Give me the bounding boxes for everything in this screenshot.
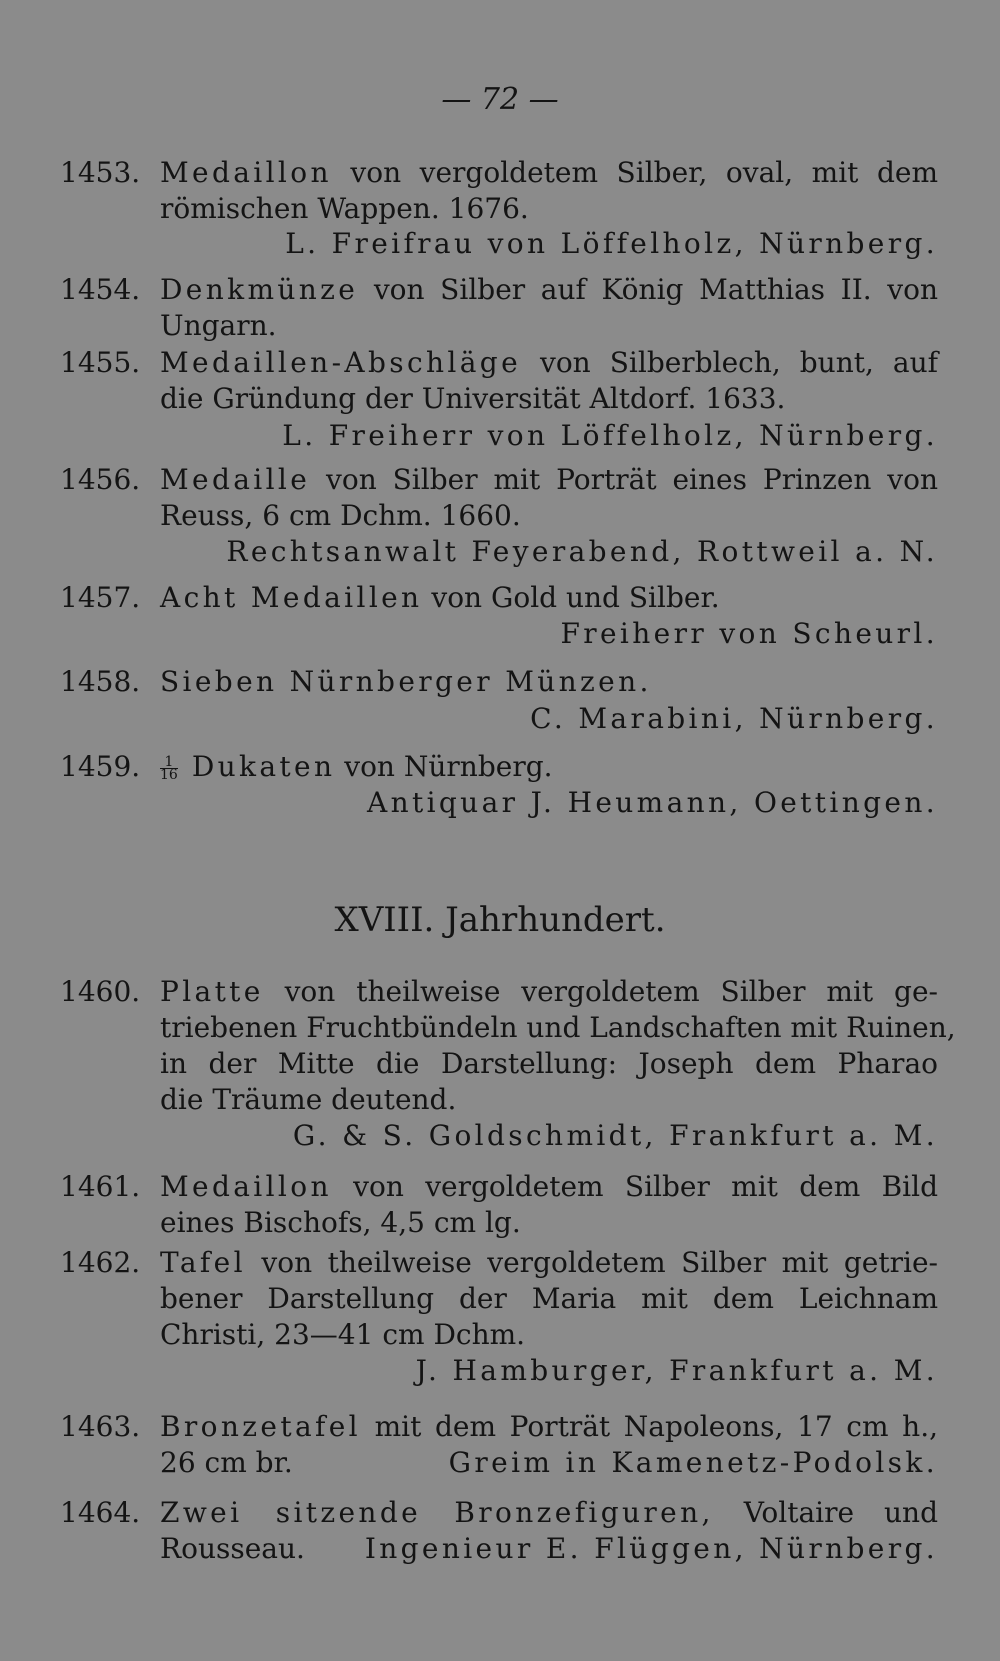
entry-keyword: Medaillon (160, 156, 332, 189)
entry-text: von vergoldetem Silber mit dem Bild (331, 1170, 938, 1203)
entry-keyword: Sieben Nürnberger Münzen. (160, 665, 652, 698)
entry-number: 1464. (60, 1496, 141, 1529)
entry-text: von Silber mit Porträt eines Prinzen von (310, 463, 938, 496)
entry-text: von Gold und Silber. (422, 581, 720, 614)
entry-line: die Gründung der Universität Altdorf. 1633. (160, 382, 786, 415)
entry-line (160, 975, 938, 1009)
entry-line: Christi, 23—41 cm Dchm. (160, 1318, 526, 1351)
entry-keyword: Denkmünze (160, 273, 359, 306)
entry-line: die Träume deutend. (160, 1083, 457, 1116)
entry-line: Reuss, 6 cm Dchm. 1660. (160, 499, 521, 532)
entry-line (160, 1496, 938, 1530)
entry-line (160, 1246, 938, 1280)
entry-line (160, 156, 938, 190)
entry-lender: J. Hamburger, Frankfurt a. M. (415, 1354, 938, 1387)
entry-number: 1460. (60, 975, 141, 1008)
entry-line (160, 273, 938, 307)
section-heading: XVIII. Jahrhundert. (334, 900, 666, 940)
entry-line (160, 581, 938, 615)
entry-line: eines Bischofs, 4,5 cm lg. (160, 1206, 521, 1239)
entry-keyword: Medaillon (160, 1170, 332, 1203)
entry-text: von theilweise vergoldetem Silber mit getrie- (245, 1246, 938, 1279)
entry-number: 1461. (60, 1170, 141, 1203)
entry-keyword: Bronzetafel (160, 1410, 361, 1443)
entry-keyword: Medaillen-Abschläge (160, 346, 521, 379)
entry-lender: L. Freiherr von Löffelholz, Nürnberg. (282, 419, 938, 452)
entry-number: 1454. (60, 273, 141, 306)
entry-line (160, 346, 938, 380)
entry-lender: Ingenieur E. Flüggen, Nürnberg. (364, 1532, 938, 1565)
entry-line: triebenen Fruchtbündeln und Landschaften mit Ruinen, (160, 1011, 956, 1044)
entry-line: 26 cm br. (160, 1446, 293, 1479)
entry-number: 1457. (60, 581, 141, 614)
entry-text: mit dem Porträt Napoleons, 17 cm h., (360, 1410, 938, 1443)
entry-number: 1458. (60, 665, 141, 698)
entry-number: 1455. (60, 346, 141, 379)
entry-keyword: Dukaten (191, 750, 336, 783)
entry-keyword: Tafel (160, 1246, 246, 1279)
entry-line: bener Darstellung der Maria mit dem Leichnam (160, 1282, 938, 1315)
entry-line (160, 463, 938, 497)
entry-line (160, 750, 938, 784)
entry-line (160, 1170, 938, 1204)
entry-keyword: Zwei sitzende Bronzefiguren, (160, 1496, 714, 1529)
entry-line (160, 1410, 938, 1444)
entry-text: von Silberblech, bunt, auf (521, 346, 938, 379)
entry-text: von Silber auf König Matthias II. von (358, 273, 938, 306)
entry-number: 1453. (60, 156, 141, 189)
entry-lender: Rechtsanwalt Feyerabend, Rottweil a. N. (226, 535, 938, 568)
entry-text: von Nürnberg. (335, 750, 553, 783)
entry-lender: Greim in Kamenetz-Podolsk. (448, 1446, 938, 1479)
entry-text: von theilweise vergoldetem Silber mit ge- (263, 975, 938, 1008)
entry-keyword: Medaille (160, 463, 311, 496)
entry-lender: C. Marabini, Nürnberg. (530, 702, 938, 735)
entry-number: 1456. (60, 463, 141, 496)
entry-line: römischen Wappen. 1676. (160, 192, 529, 225)
entry-number: 1462. (60, 1246, 141, 1279)
entry-keyword: Acht Medaillen (160, 581, 423, 614)
entry-lender: L. Freifrau von Löffelholz, Nürnberg. (285, 227, 938, 260)
fraction-numerator: 1 (160, 756, 178, 769)
entry-lender: G. & S. Goldschmidt, Frankfurt a. M. (292, 1119, 938, 1152)
entry-number: 1459. (60, 750, 141, 783)
page-number: — 72 — (441, 82, 559, 117)
fraction-denominator: 16 (160, 767, 178, 783)
entry-line: Rousseau. (160, 1532, 305, 1565)
entry-line: in der Mitte die Darstellung: Joseph dem Pharao (160, 1047, 938, 1080)
entry-lender: Antiquar J. Heumann, Oettingen. (367, 786, 938, 819)
entry-line: Ungarn. (160, 309, 277, 342)
fraction (160, 756, 178, 781)
entry-keyword: Platte (160, 975, 264, 1008)
entry-text: Voltaire und (713, 1496, 939, 1529)
entry-lender: Freiherr von Scheurl. (560, 617, 938, 650)
entry-text: von vergoldetem Silber, oval, mit dem (331, 156, 938, 189)
entry-number: 1463. (60, 1410, 141, 1443)
